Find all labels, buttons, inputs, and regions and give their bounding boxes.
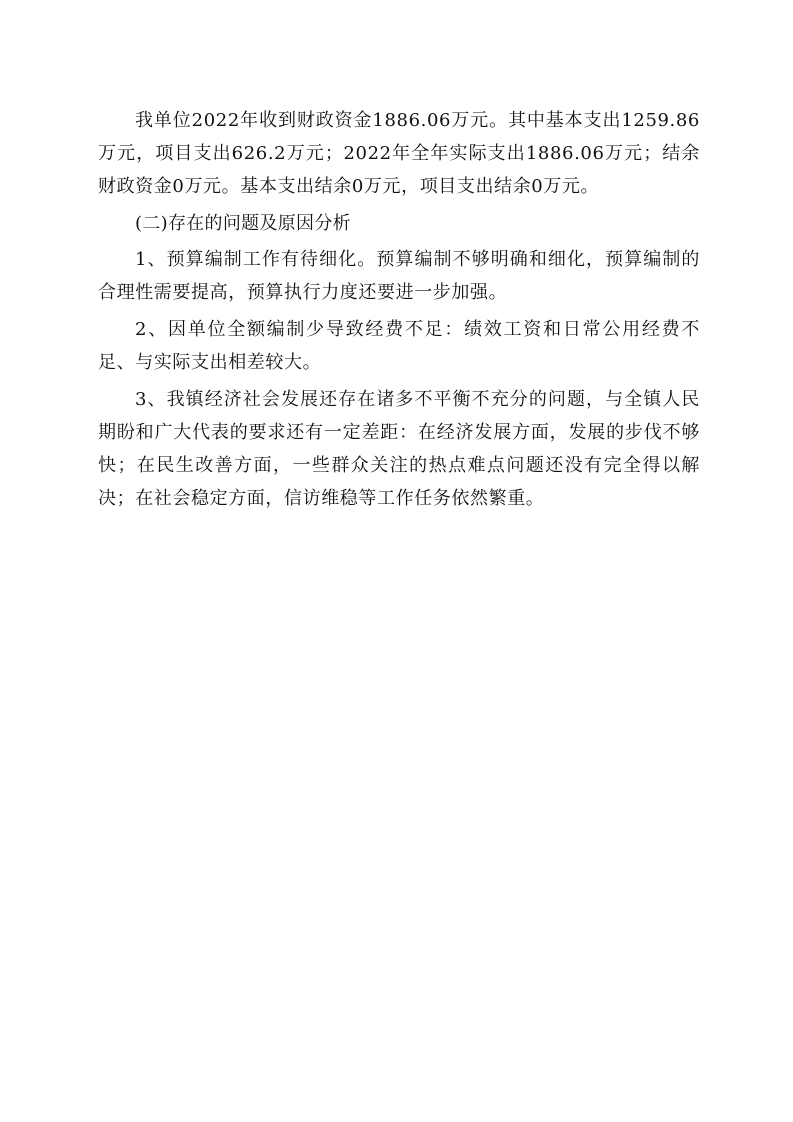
issue-paragraph-1: 1、预算编制工作有待细化。预算编制不够明确和细化，预算编制的合理性需要提高，预算执行力度还要进一步加强。: [98, 249, 700, 303]
budget-summary-paragraph: 我单位2022年收到财政资金1886.06万元。其中基本支出1259.86万元，项目支出626.2万元；2022年全年实际支出1886.06万元；结余财政资金0万元。基本支出结余0万元，项目支出结余0万元。: [98, 110, 700, 197]
document-body: [98, 104, 700, 519]
issue-paragraph-2: 2、因单位全额编制少导致经费不足：绩效工资和日常公用经费不足、与实际支出相差较大。: [98, 319, 700, 373]
issue-paragraph-3: 3、我镇经济社会发展还存在诸多不平衡不充分的问题，与全镇人民期盼和广大代表的要求还有一定差距：在经济发展方面，发展的步伐不够快；在民生改善方面，一些群众关注的热点难点问题还没有完全得以解决；在社会稳定方面，信访维稳等工作任务依然繁重。: [98, 389, 700, 509]
section-heading: (二)存在的问题及原因分析: [135, 213, 351, 234]
